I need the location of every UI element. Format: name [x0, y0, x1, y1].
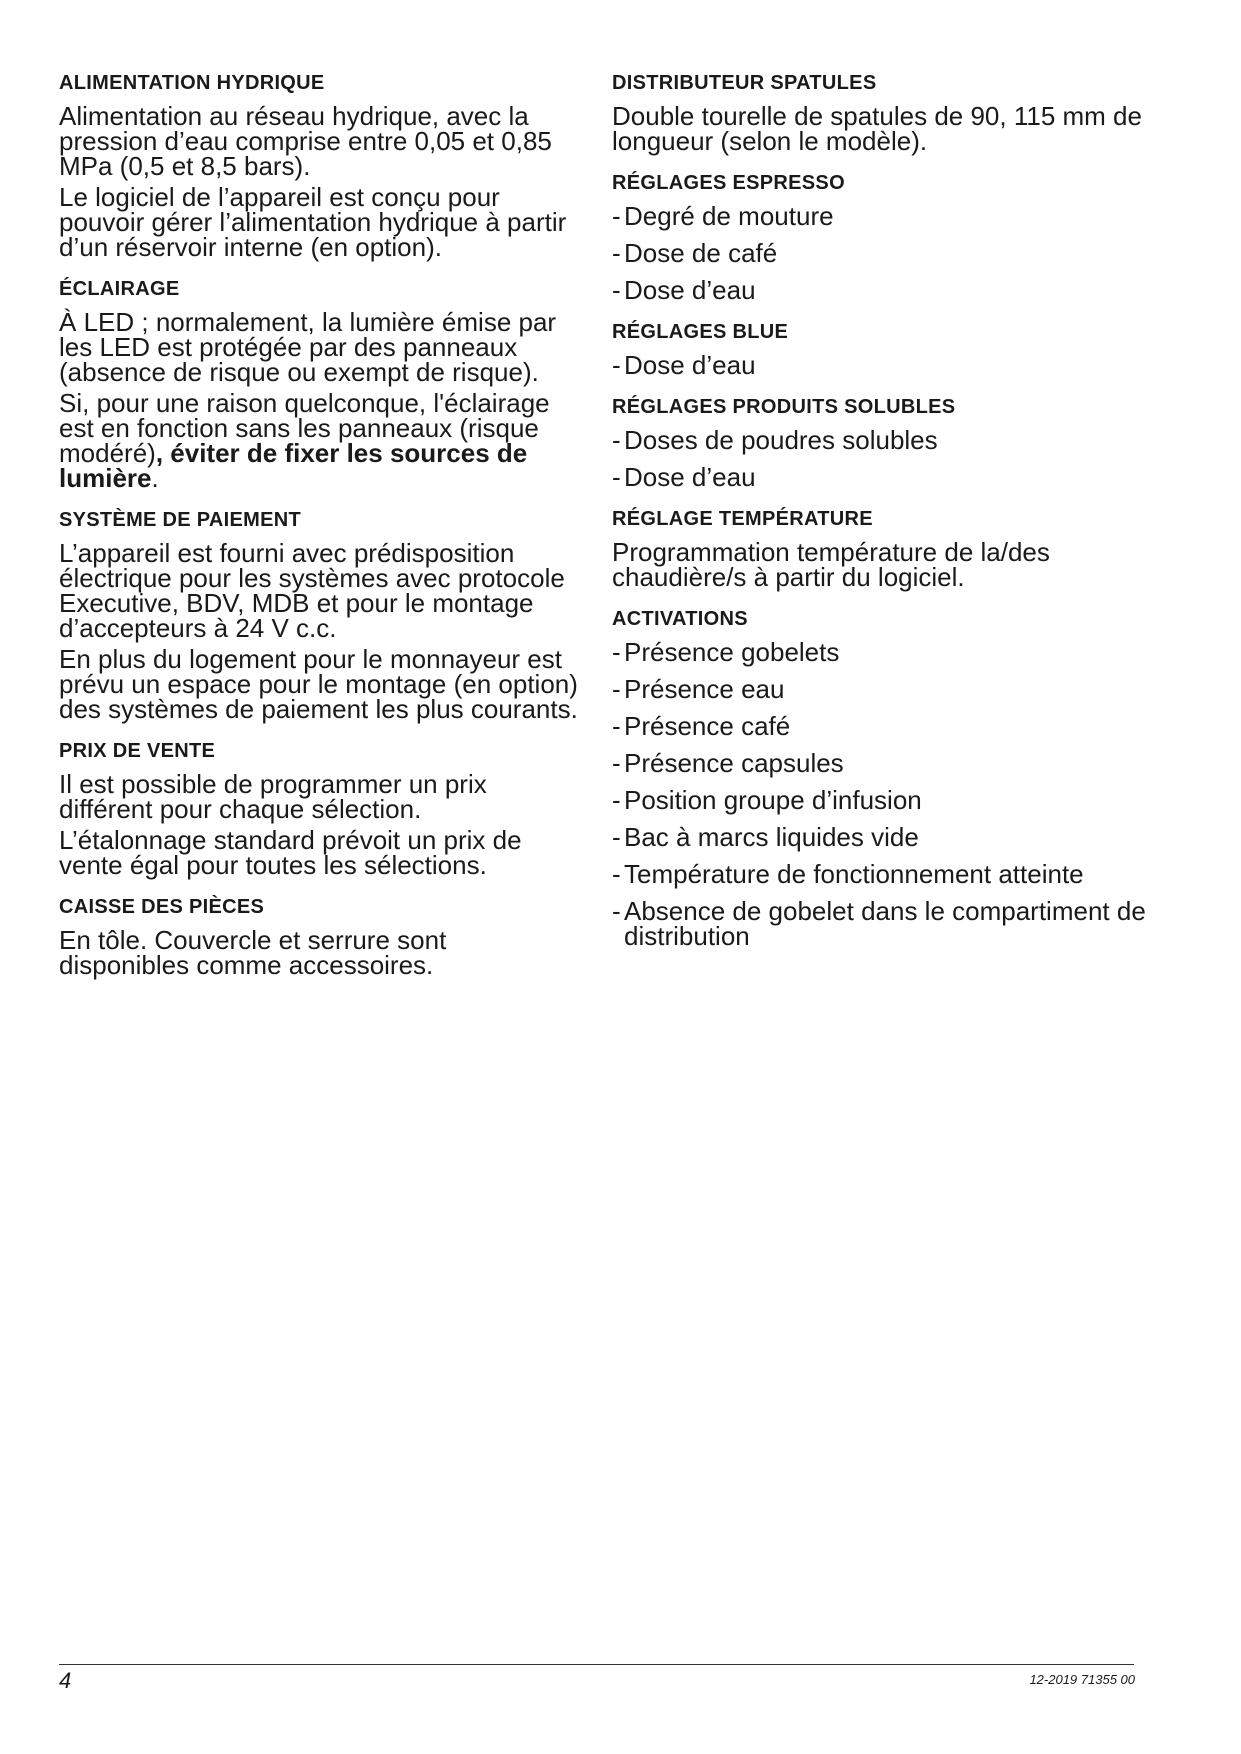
list-item-text: Dose d’eau: [624, 275, 756, 305]
dash-bullet: -: [612, 275, 621, 305]
list-item-text: Position groupe d’infusion: [624, 785, 922, 815]
section-heading: RÉGLAGES ESPRESSO: [612, 172, 845, 194]
activations-list: [612, 637, 1152, 951]
warning-paragraph: [59, 388, 579, 493]
paragraph: À LED ; normalement, la lumière émise par les LED est protégée par des panneaux (absence de risque ou exempt de risque).: [59, 307, 557, 387]
dash-bullet: -: [612, 674, 621, 704]
section-heading: RÉGLAGES PRODUITS SOLUBLES: [612, 396, 956, 418]
section-alimentation-hydrique: [59, 72, 579, 260]
paragraph: L’étalonnage standard prévoit un prix de vente égal pour toutes les sélections.: [59, 825, 522, 880]
footer-divider: [59, 1664, 1134, 1665]
list-item: [612, 674, 1152, 704]
list-item: [612, 637, 1152, 667]
list-item: [612, 275, 1152, 305]
list-item: [612, 785, 1152, 815]
section-reglages-produits-solubles: [612, 396, 1152, 490]
settings-list: [612, 201, 1152, 305]
section-reglages-blue: [612, 321, 1152, 378]
warning-end: .: [151, 463, 159, 493]
section-heading: ÉCLAIRAGE: [59, 278, 180, 300]
paragraph: En plus du logement pour le monnayeur est prévu un espace pour le montage (en option) des systèmes de paiement les plus courants.: [59, 644, 578, 724]
settings-list: [612, 425, 1152, 492]
paragraph: Double tourelle de spatules de 90, 115 mm de longueur (selon le modèle).: [612, 101, 1142, 156]
right-column: [612, 72, 1152, 967]
dash-bullet: -: [612, 822, 621, 852]
dash-bullet: -: [612, 711, 621, 741]
settings-list: [612, 350, 1152, 380]
list-item: [612, 711, 1152, 741]
section-prix-de-vente: [59, 740, 579, 878]
document-code: 12-2019 71355 00: [1029, 1672, 1135, 1687]
section-distributeur-spatules: [612, 72, 1152, 154]
section-heading: RÉGLAGES BLUE: [612, 321, 789, 343]
paragraph: Alimentation au réseau hydrique, avec la pression d’eau comprise entre 0,05 et 0,85 MPa (0,5 et 8,5 bars).: [59, 101, 552, 181]
section-heading: DISTRIBUTEUR SPATULES: [612, 72, 877, 94]
dash-bullet: -: [612, 201, 621, 231]
section-heading: ACTIVATIONS: [612, 608, 748, 630]
list-item-text: Dose d’eau: [624, 350, 756, 380]
section-reglage-temperature: [612, 508, 1152, 590]
section-caisse-des-pieces: [59, 896, 579, 978]
paragraph: Le logiciel de l’appareil est conçu pour pouvoir gérer l’alimentation hydrique à partir d’un réservoir interne (en option).: [59, 182, 567, 262]
section-heading: RÉGLAGE TEMPÉRATURE: [612, 508, 873, 530]
paragraph: Programmation température de la/des chaudière/s à partir du logiciel.: [612, 537, 1050, 592]
list-item-text: Présence café: [624, 711, 791, 741]
paragraph: En tôle. Couvercle et serrure sont disponibles comme accessoires.: [59, 925, 447, 980]
list-item: [612, 350, 1152, 380]
list-item: [612, 425, 1152, 455]
dash-bullet: -: [612, 785, 621, 815]
warning-emphasis: , éviter de fixer les sources de lumière: [59, 438, 528, 493]
list-item: [612, 822, 1152, 852]
section-activations: [612, 608, 1152, 949]
list-item: [612, 201, 1152, 231]
list-item: [612, 748, 1152, 778]
list-item-text: Dose de café: [624, 238, 778, 268]
list-item-text: Température de fonctionnement atteinte: [624, 859, 1084, 889]
list-item: [612, 462, 1152, 492]
list-item-text: Bac à marcs liquides vide: [624, 822, 919, 852]
dash-bullet: -: [612, 859, 621, 889]
paragraph: Il est possible de programmer un prix différent pour chaque sélection.: [59, 769, 487, 824]
warning-text: Si, pour une raison quelconque, l'éclairage est en fonction sans les panneaux (risque modéré): [59, 388, 550, 468]
dash-bullet: -: [612, 462, 621, 492]
dash-bullet: -: [612, 425, 621, 455]
dash-bullet: -: [612, 748, 621, 778]
section-eclairage: [59, 278, 579, 491]
list-item-text: Présence eau: [624, 674, 785, 704]
section-heading: PRIX DE VENTE: [59, 740, 216, 762]
list-item-text: Doses de poudres solubles: [624, 425, 938, 455]
list-item-text: Présence capsules: [624, 748, 844, 778]
dash-bullet: -: [612, 238, 621, 268]
list-item: [612, 896, 1152, 951]
list-item-text: Dose d’eau: [624, 462, 756, 492]
list-item-text: Présence gobelets: [624, 637, 840, 667]
list-item: [612, 859, 1152, 889]
dash-bullet: -: [612, 637, 621, 667]
section-heading: ALIMENTATION HYDRIQUE: [59, 72, 325, 94]
dash-bullet: -: [612, 896, 621, 926]
page-number: 4: [59, 1668, 72, 1693]
section-systeme-de-paiement: [59, 509, 579, 722]
list-item-text: Absence de gobelet dans le compartiment de distribution: [624, 896, 1146, 951]
paragraph: L’appareil est fourni avec prédisposition électrique pour les systèmes avec protocole Executive, BDV, MDB et pour le montage d’accepteurs à 24 V c.c.: [59, 538, 565, 643]
list-item-text: Degré de mouture: [624, 201, 834, 231]
list-item: [612, 238, 1152, 268]
dash-bullet: -: [612, 350, 621, 380]
section-reglages-espresso: [612, 172, 1152, 303]
section-heading: SYSTÈME DE PAIEMENT: [59, 509, 302, 531]
section-heading: CAISSE DES PIÈCES: [59, 896, 265, 918]
left-column: [59, 72, 579, 996]
